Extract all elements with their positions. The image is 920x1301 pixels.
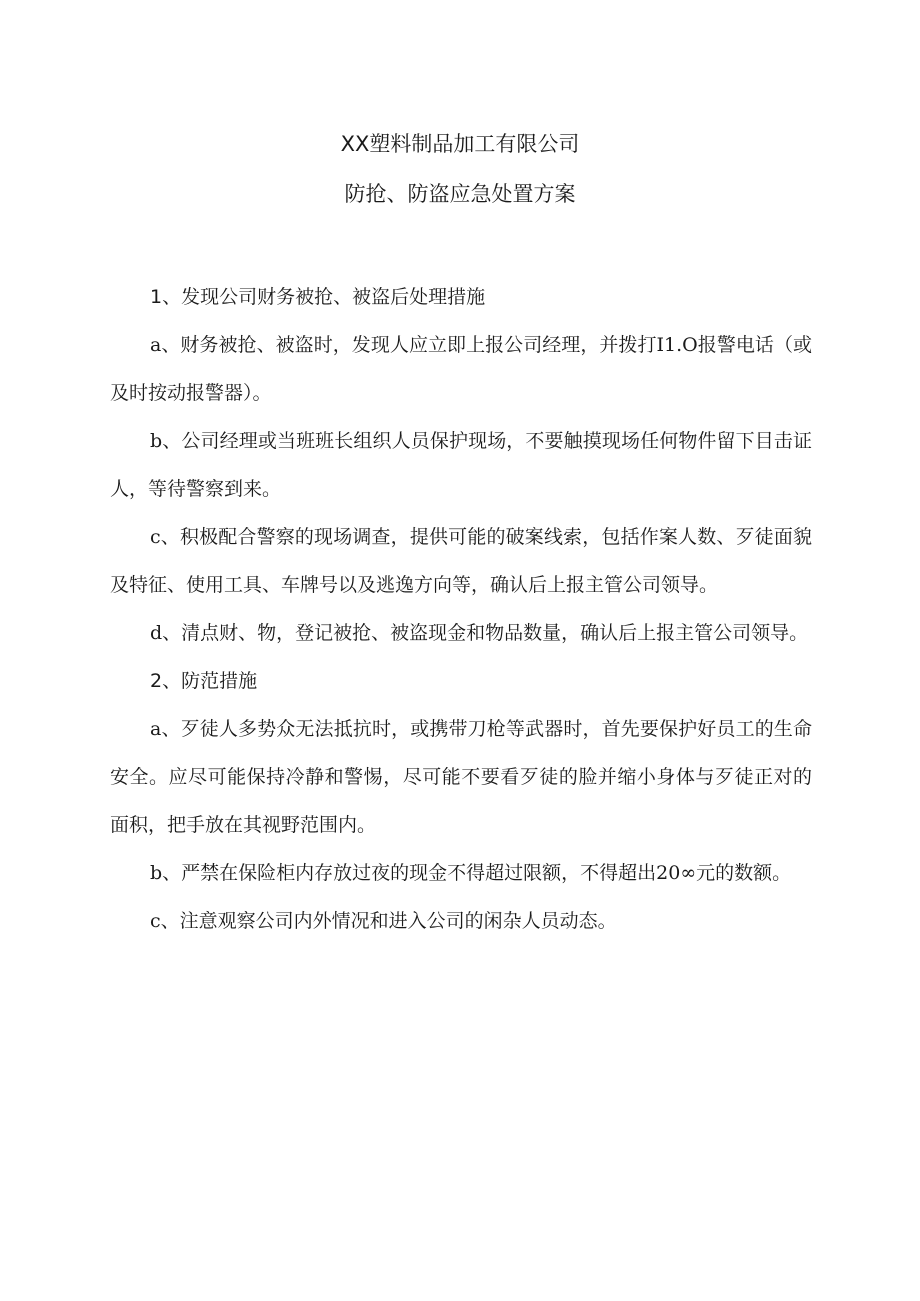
section-paragraph: c、积极配合警察的现场调查，提供可能的破案线索，包括作案人数、歹徒面貌及特征、使用工具、车牌号以及逃逸方向等，确认后上报主管公司领导。 — [110, 526, 812, 596]
section-paragraph: d、清点财、物，登记被抢、被盗现金和物品数量，确认后上报主管公司领导。 — [150, 622, 809, 644]
document-body — [110, 273, 812, 945]
company-title: XX塑料制品加工有限公司 — [340, 132, 580, 156]
section-heading: 2、防范措施 — [150, 670, 258, 692]
plan-title: 防抢、防盗应急处置方案 — [344, 182, 576, 206]
section-paragraph: b、公司经理或当班班长组织人员保护现场，不要触摸现场任何物件留下目击证人，等待警察到来。 — [110, 430, 812, 500]
section-paragraph: b、严禁在保险柜内存放过夜的现金不得超过限额，不得超出20∞元的数额。 — [150, 862, 792, 884]
section-paragraph: c、注意观察公司内外情况和进入公司的闲杂人员动态。 — [150, 910, 617, 932]
section-heading: 1、发现公司财务被抢、被盗后处理措施 — [150, 286, 486, 308]
section-paragraph: a、歹徒人多势众无法抵抗时，或携带刀枪等武器时，首先要保护好员工的生命安全。应尽可能保持冷静和警惕，尽可能不要看歹徒的脸并缩小身体与歹徒正对的面积，把手放在其视野范围内。 — [110, 718, 812, 836]
section-paragraph: a、财务被抢、被盗时，发现人应立即上报公司经理，并拨打I1.O报警电话（或及时按动报警器）。 — [110, 334, 812, 404]
